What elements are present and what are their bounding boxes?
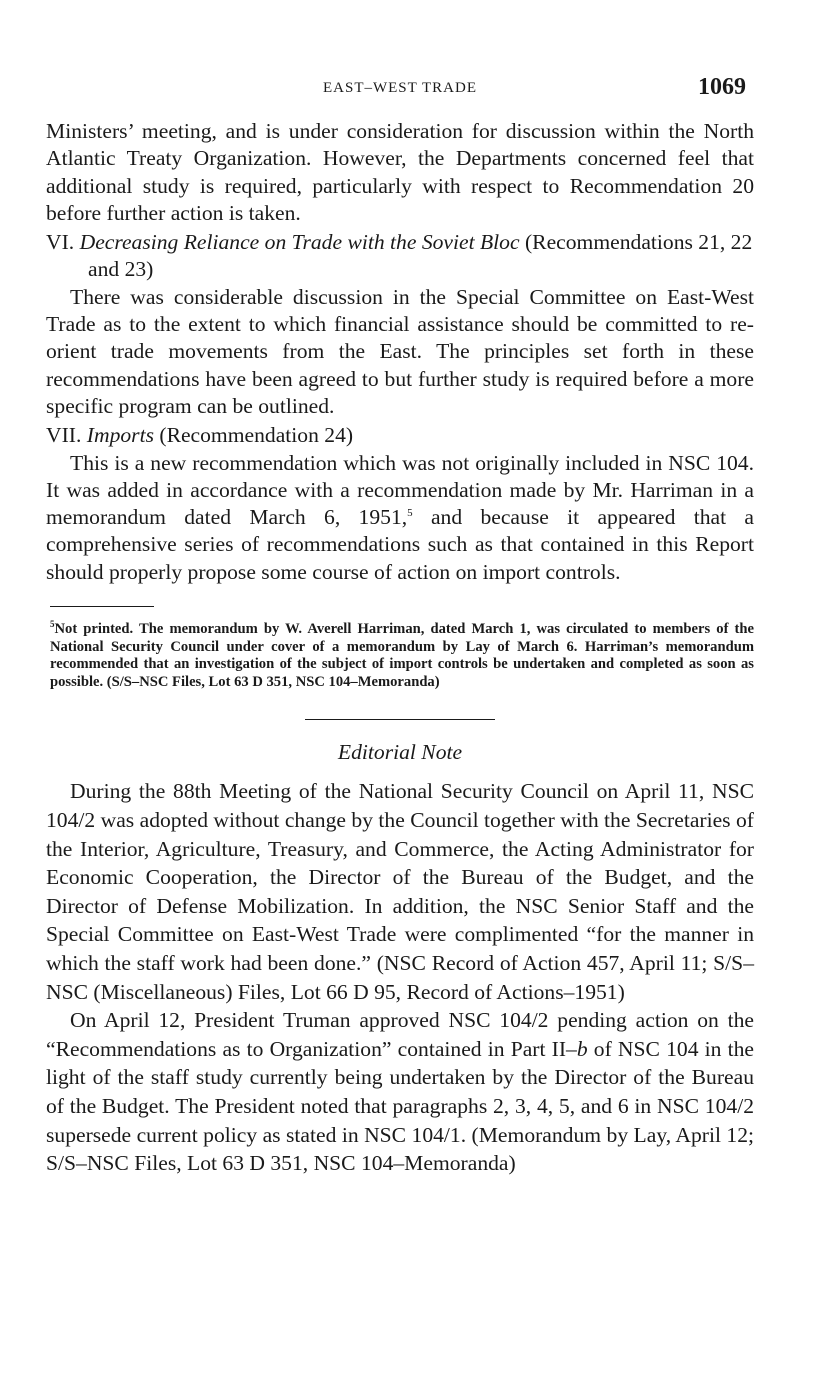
section-vi-paragraph: There was considerable discussion in the Special Committee on East-West Trade as to the extent to which financial assistance should be committed to re-orient trade movements from the East. The principles set forth in these recommendations have been agreed to but further study is required before a more specific program can be outlined. bbox=[46, 284, 754, 418]
footnote-mark: 5 bbox=[50, 619, 55, 630]
running-title: EAST–WEST TRADE bbox=[322, 80, 478, 96]
section-vi-heading bbox=[46, 229, 754, 284]
editorial-note-title: Editorial Note bbox=[337, 740, 463, 765]
section-vii-numeral: VII. bbox=[46, 423, 82, 448]
section-vii-heading bbox=[46, 422, 754, 449]
section-vi-numeral: VI. bbox=[46, 230, 75, 255]
section-vii-paragraph bbox=[46, 450, 754, 586]
page-number: 1069 bbox=[698, 74, 746, 100]
editorial-paragraph-1: During the 88th Meeting of the National Security Council on April 11, NSC 104/2 was adopted without change by the Council together with the Secretaries of the Interior, Agriculture, Treasury, and Commerce, the Acting Administrator for Economic Cooperation, the Director of the Bureau of the Budget, and the Director of Defense Mobilization. In addition, the NSC Senior Staff and the Special Committee on East-West Trade were complimented “for the manner in which the staff work had been done.” (NSC Record of Action 457, April 11; S/S–NSC (Miscellaneous) Files, Lot 66 D 95, Record of Actions–1951) bbox=[46, 779, 754, 1004]
footnote-reference: 5 bbox=[407, 506, 413, 519]
section-divider bbox=[305, 719, 495, 720]
section-vii-text-b: and because it appeared that a comprehensive series of recommendations such as that contained in this Report should properly propose some course of action on import controls. bbox=[46, 505, 754, 584]
section-vi-title: Decreasing Reliance on Trade with the Soviet Bloc bbox=[79, 230, 520, 255]
page-body bbox=[46, 118, 754, 1178]
editorial-note-body bbox=[46, 777, 754, 1177]
footnote-text: Not printed. The memorandum by W. Averell Harriman, dated March 1, was circulated to members of the National Security Council under cover of a memorandum by Lay of March 6. Harriman’s memorandum recommended that an investigation of the subject of import controls be undertaken and completed as soon as possible. (S/S–NSC Files, Lot 63 D 351, NSC 104–Memoranda) bbox=[50, 621, 754, 690]
section-vii-text-a: This is a new recommendation which was not originally included in NSC 104. It was added in accordance with a recommendation made by Mr. Harriman in a memorandum dated March 6, 1951, bbox=[46, 450, 754, 530]
section-vii-title: Imports bbox=[86, 423, 154, 448]
editorial-paragraph-2 bbox=[46, 1006, 754, 1178]
footnote-rule bbox=[50, 606, 154, 607]
editorial-paragraph-2-b: of NSC 104 in the light of the staff study currently being undertaken by the Director of the Bureau of the Budget. The President noted that paragraphs 2, 3, 4, 5, and 6 in NSC 104/2 supersede current policy as stated in NSC 104/1. (Memorandum by Lay, April 12; S/S–NSC Files, Lot 63 D 351, NSC 104–Memoranda) bbox=[46, 1036, 754, 1176]
continuation-paragraph: Ministers’ meeting, and is under consideration for discussion within the North Atlantic Treaty Organization. However, the Departments concerned feel that additional study is required, particularly with respect to Recommendation 20 before further action is taken. bbox=[46, 119, 754, 225]
section-vii-parenthetical: (Recommendation 24) bbox=[159, 423, 354, 448]
editorial-paragraph-2-italic: b bbox=[576, 1036, 588, 1061]
footnote bbox=[46, 621, 754, 691]
running-head bbox=[46, 74, 754, 106]
editorial-paragraph-2-a: On April 12, President Truman approved NSC 104/2 pending action on the “Recommendations as to Organization” contained in Part II– bbox=[46, 1008, 754, 1061]
section-vi-parenthetical: (Recommendations 21, 22 and 23) bbox=[88, 230, 753, 282]
document-page bbox=[46, 0, 754, 1380]
